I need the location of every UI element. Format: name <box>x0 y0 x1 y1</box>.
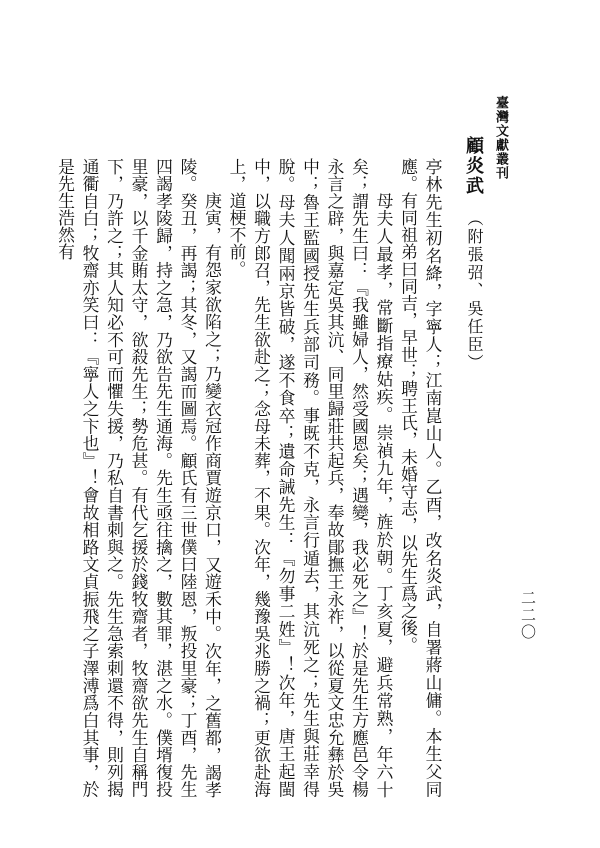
running-header: 臺灣文獻叢刊 <box>493 96 508 180</box>
paragraph: 庚寅，有怨家欲陷之；乃變衣冠作商賈遊京口，又遊禾中。次年，之舊都，謁孝陵。癸丑，再謁；其冬，又謁而圖焉。顧氏有三世僕曰陸恩，叛投里豪；丁酉，先生四謁孝陵歸，持之急，乃欲告先生通海。先生亟往擒之，數其罪，湛之水。僕壻復投里豪，以千金賄太守，欲殺先生；勢危甚。有代乞援於錢牧齋者，牧齋欲先生自稱門下，乃許之；其人知必不可而懼失援，乃私自書刺與之。先生急索刺還不得，則列揭通衢自白；牧齋亦笑曰：『寧人之卞也』！會故相路文貞振飛之子澤溥爲白其事，於是先生浩然有 <box>55 158 223 798</box>
body-text <box>45 158 445 798</box>
paragraph: 母夫人最孝，常斷指療姑疾。崇禎九年，旌於朝。丁亥夏，避兵常熟，年六十矣；謂先生曰：『我雖婦人，然受國恩矣；遇變，我必死之』！於是先生方應邑令楊永言之辟，與嘉定吳其沆、同里歸莊共起兵，奉故鄖撫王永祚，以從夏文忠允彝於吳中；魯王監國授先生兵部司務。事既不克，永言行遁去，其沆死之；先生與莊幸得脫。母夫人聞兩京皆破，遂不食卒；遺命誡先生：『勿事二姓』！次年，唐王起閩中，以職方郎召，先生欲赴之；念母未葬，不果。次年，幾豫吳兆勝之禍；更欲赴海上，道梗不前。 <box>227 158 394 798</box>
section-title: 顧炎武 <box>463 136 484 196</box>
section-subtitle: （附張弨、吳任臣） <box>465 210 484 372</box>
paragraph: 亭林先生初名絳，字寧人；江南崑山人。乙酉，改名炎武，自署蔣山傭。本生父同應。有同祖弟曰同吉，早世；聘王氏，未婚守志，以先生爲之後。 <box>398 158 443 798</box>
page-number: 二二〇 <box>519 590 537 641</box>
